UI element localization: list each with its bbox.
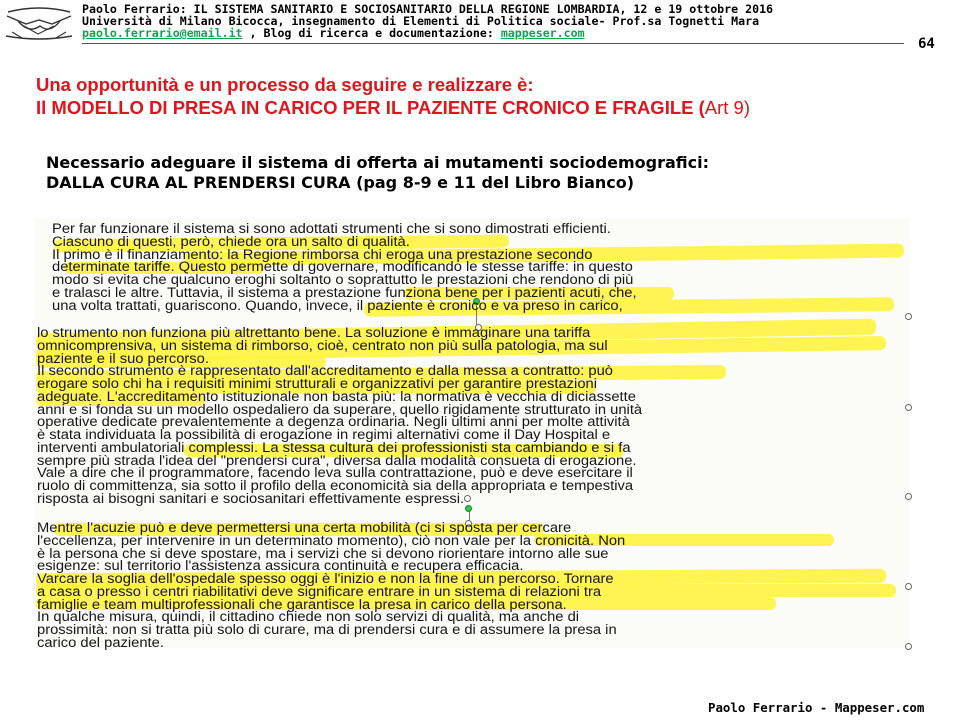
scan-line: paziente e il suo percorso. — [37, 350, 209, 366]
scan-line: Per far funzionare il sistema si sono adottati strumenti che si sono dimostrati efficienti. — [52, 221, 611, 236]
scan-line: determinate tariffe. Questo permette di governare, modificando le stesse tariffe: in questo — [52, 259, 633, 275]
scan-line: In qualche misura, quindi, il cittadino chiede non solo servizi di qualità, ma anche di — [37, 609, 580, 625]
slide-footer: Paolo Ferrario - Mappeser.com — [708, 700, 925, 715]
resize-handle[interactable] — [905, 404, 912, 411]
scan-line: l'eccellenza, per intervenire in un determinato momento), ciò non vale per la cronicità. Non — [37, 532, 626, 548]
scan-line: e tralasci le altre. Tuttavia, il sistema a prestazione funziona bene per i pazienti acuti, che, — [52, 284, 637, 300]
header-line-1: Paolo Ferrario: IL SISTEMA SANITARIO E SOCIOSANITARIO DELLA REGIONE LOMBARDIA, 12 e 19 ottobre 2016 — [82, 2, 774, 16]
resize-handle[interactable] — [905, 493, 912, 500]
scan-line: Vale a dire che il programmatore, facendo leva sulla contrattazione, può e deve esercitare il — [37, 465, 633, 481]
scan-line: prossimità: non si tratta più solo di curare, ma di prendersi cura e di assumere la presa in — [37, 622, 617, 637]
scan-line: omnicomprensiva, un sistema di rimborso, cioè, centrato non più sulla patologia, ma sul — [37, 337, 608, 353]
scan-line: operative dedicate prevalentemente a degenza ordinaria. Negli ultimi anni per molte attività — [37, 414, 630, 430]
scan-line: anni e si fonda su un modello ospedaliero da superare, quello rigidamente strutturato in unità — [37, 401, 643, 417]
page-number: 64 — [918, 36, 935, 52]
header-divider — [82, 43, 904, 44]
scan-line: risposta ai bisogni sanitari e sociosanitari effettivamente espressi. — [37, 490, 465, 506]
scan-line: è stata individuata la possibilità di erogazione in regimi alternativi come il Day Hospital e — [37, 427, 611, 442]
scan-line: modo si evita che qualcuno eroghi soltanto o soprattutto le prestazioni che rendono di più — [52, 272, 634, 287]
scan-line: lo strumento non funziona più altrettanto bene. La soluzione è immaginare una tariffa — [37, 325, 591, 340]
slide-header — [82, 3, 773, 39]
scan-line: famiglie e team multiprofessionali che garantisce la presa in carico della persona. — [37, 596, 567, 612]
slide-title-line-2 — [36, 97, 750, 119]
scan-line: Ciascuno di questi, però, chiede ora un salto di qualità. — [52, 233, 410, 249]
scan-paragraph-1 — [52, 223, 637, 312]
scan-line: adeguate. L'accreditamento istituzionale non basta più: la normativa è vecchia di diciassette — [37, 388, 636, 404]
subtitle-line-2: DALLA CURA AL PRENDERSI CURA (pag 8-9 e 11 del Libro Bianco) — [46, 173, 635, 192]
scanned-text-image — [34, 218, 910, 648]
title-art-reference: Art 9) — [704, 97, 751, 118]
title-main: Il MODELLO DI PRESA IN CARICO PER IL PAZIENTE CRONICO E FRAGILE ( — [36, 97, 705, 118]
scan-line: a casa o presso i centri riabilitativi deve significare entrare in un sistema di relazioni tra — [37, 583, 602, 599]
scan-line: Varcare la soglia dell'ospedale spesso oggi è l'inizio e non la fine di un percorso. Tornare — [37, 571, 614, 586]
scan-line: interventi ambulatoriali complessi. La stessa cultura dei professionisti sta cambiando e si fa — [37, 439, 631, 455]
scan-line: sempre più strada l'idea del "prendersi cura", diversa dalla modalità consueta di erogazione. — [37, 452, 637, 468]
scan-paragraph-2 — [37, 327, 642, 506]
resize-handle[interactable] — [905, 313, 912, 320]
scan-line: Il secondo strumento è rappresentato dall'accreditamento e dalla messa a contratto: può — [37, 363, 613, 379]
slide-title-line-1: Una opportunità e un processo da seguire e realizzare è: — [36, 74, 534, 95]
scan-line: Il primo è il finanziamento: la Regione rimborsa chi eroga una prestazione secondo — [52, 246, 593, 262]
scan-line: è la persona che si deve spostare, ma i servizi che si devono riorientare intorno alle sue — [37, 545, 609, 561]
site-link[interactable]: mappeser.com — [500, 26, 585, 40]
scan-paragraph-3 — [37, 522, 625, 650]
scan-line: una volta trattati, guariscono. Quando, invece, il paziente è cronico e va preso in carico, — [52, 297, 623, 313]
blog-label: , Blog di ricerca e documentazione: — [242, 26, 501, 40]
resize-handle[interactable] — [905, 583, 912, 590]
subtitle-line-1: Necessario adeguare il sistema di offerta ai mutamenti sociodemografici: — [46, 153, 710, 172]
resize-handle[interactable] — [905, 643, 912, 650]
rotation-handle[interactable] — [465, 505, 472, 512]
handshake-logo-icon — [4, 4, 74, 44]
scan-line: erogare solo chi ha i requisiti minimi strutturali e organizzativi per garantire prestazioni — [37, 376, 597, 391]
email-link[interactable]: paolo.ferrario@email.it — [82, 26, 243, 40]
scan-line: Mentre l'acuzie può e deve permettersi una certa mobilità (ci si sposta per cercare — [37, 520, 572, 535]
scan-line: esigenze: sul territorio l'assistenza assicura continuità e recupera efficacia. — [37, 558, 524, 574]
scan-line: carico del paziente. — [37, 634, 164, 650]
header-line-3 — [82, 27, 773, 39]
header-line-2: Università di Milano Bicocca, insegnamento di Elementi di Politica sociale- Prof.sa Tognetti Mara — [82, 14, 760, 28]
scan-line: ruolo di committenza, sia sotto il profilo della economicità sia della appropriata e tempestiva — [37, 478, 634, 493]
